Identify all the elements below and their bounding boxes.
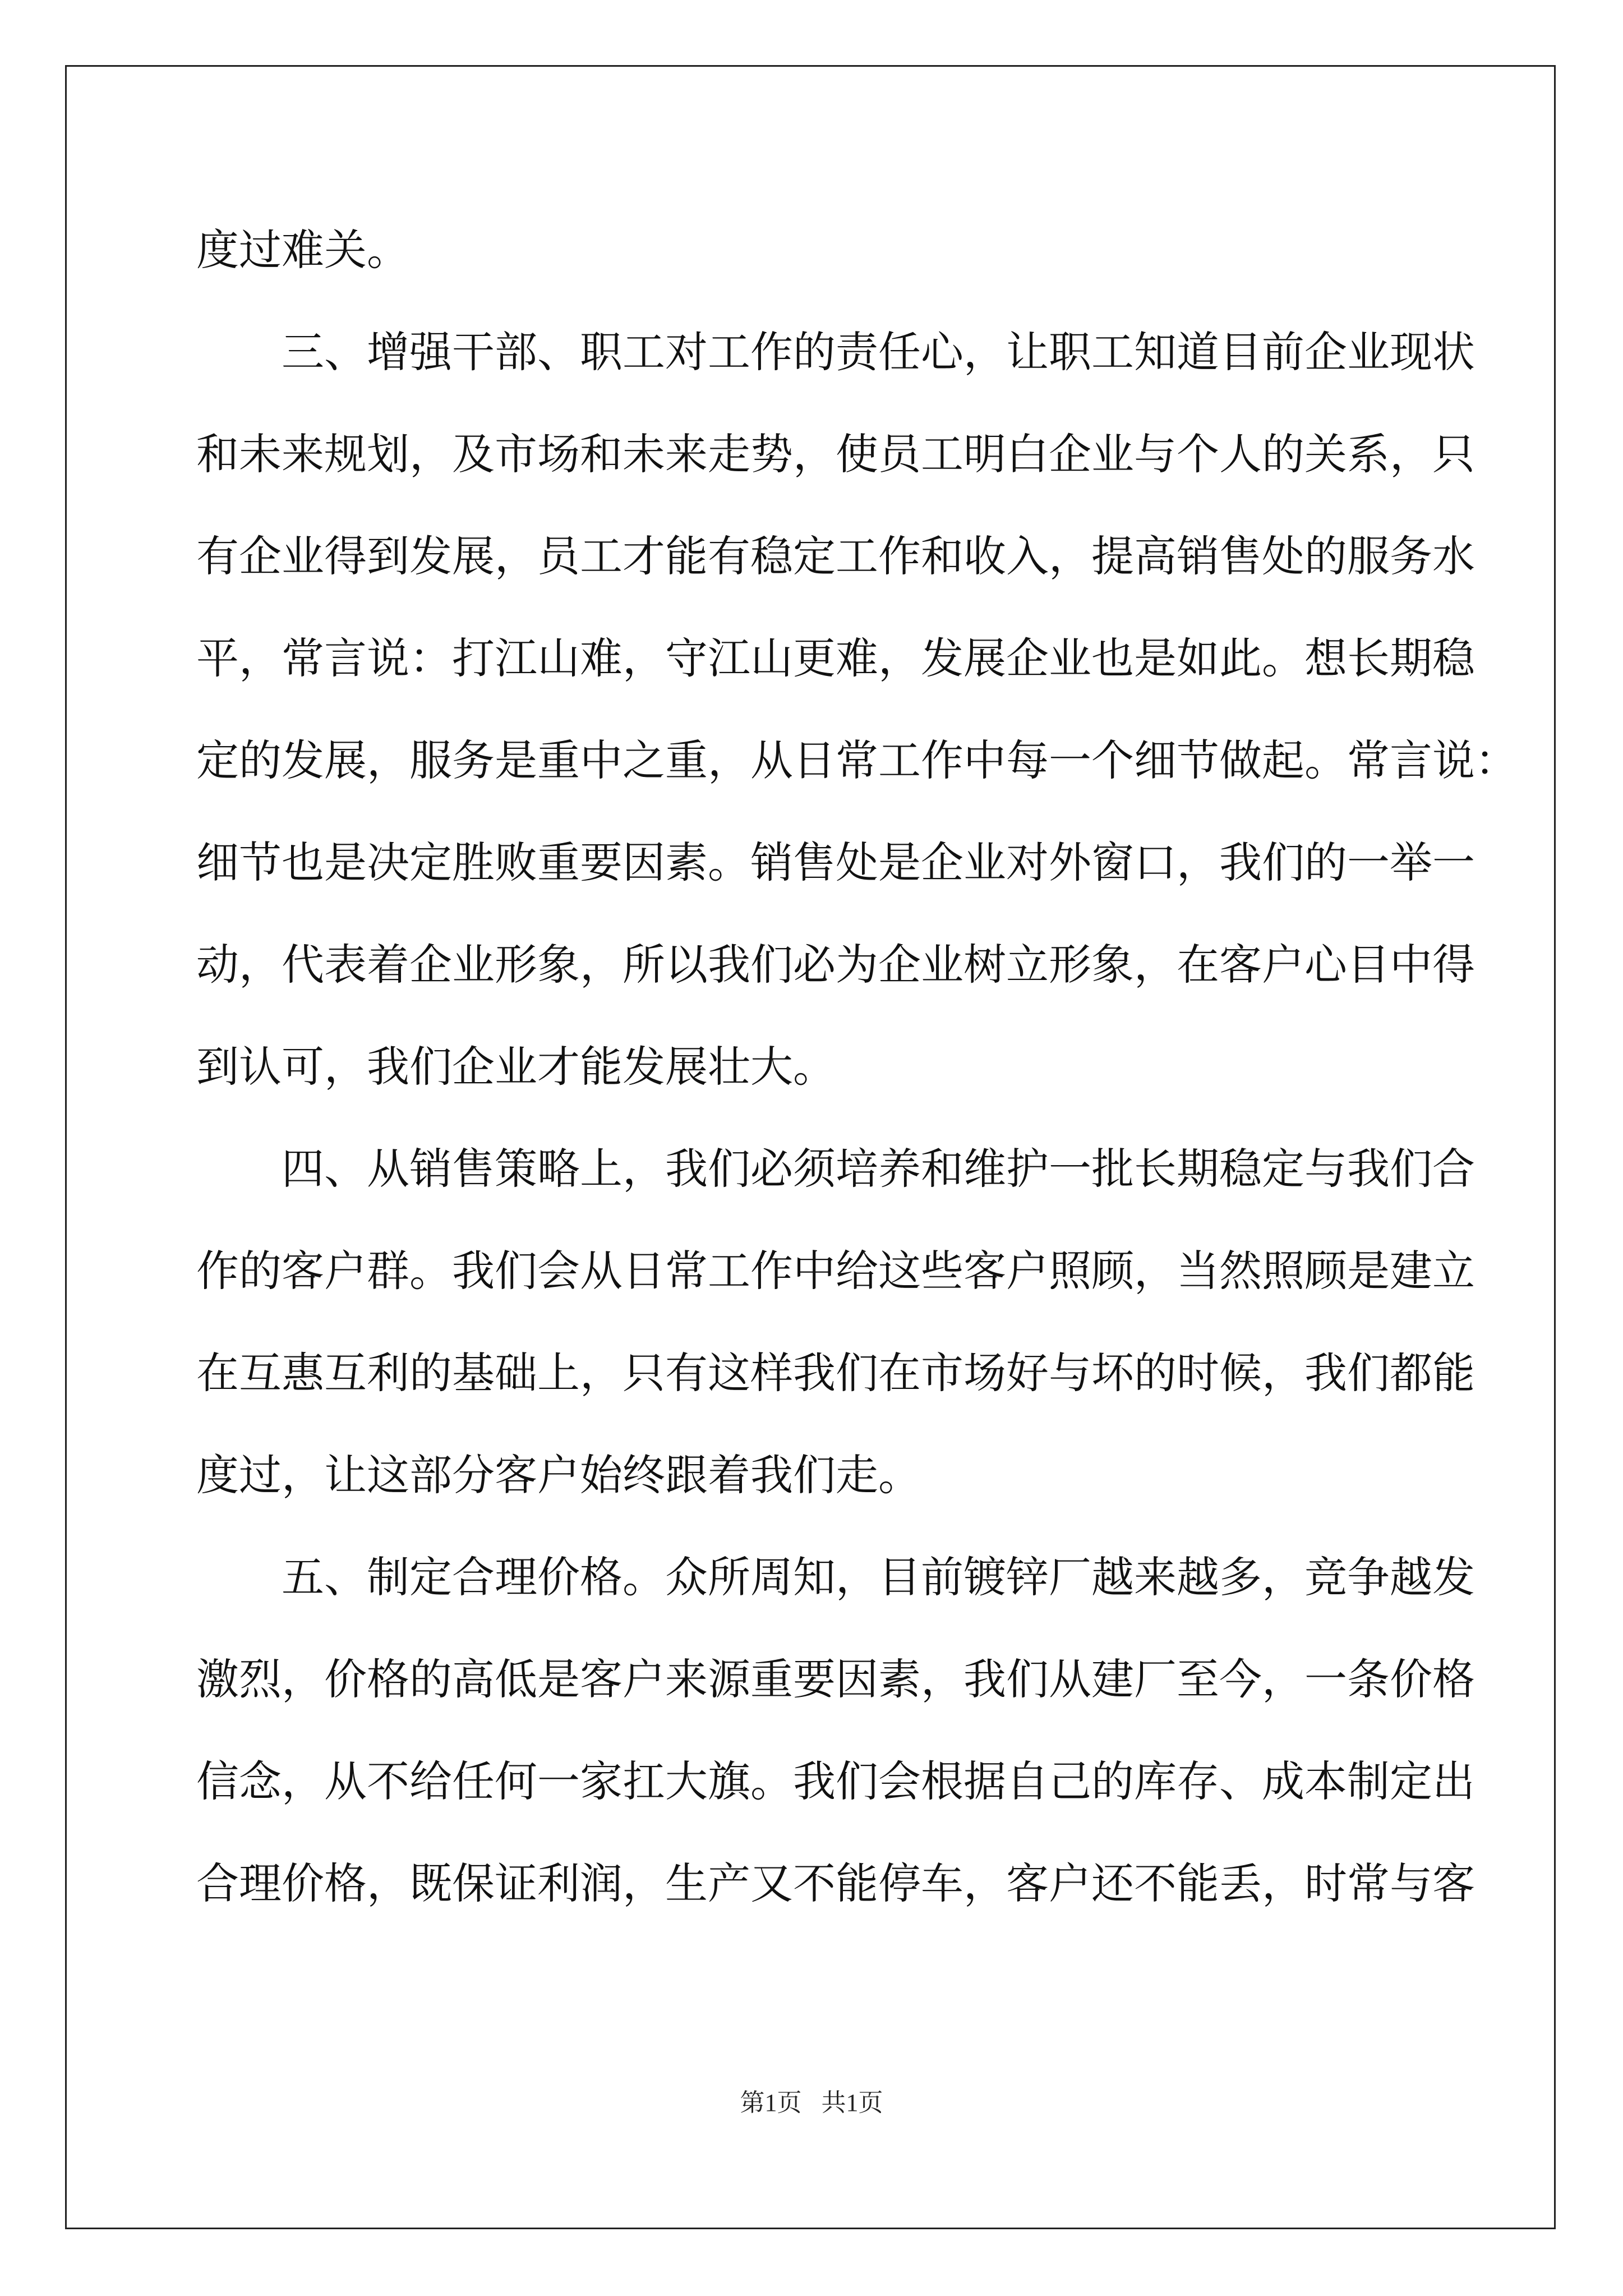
page-footer [0, 2082, 1623, 2118]
document-body [196, 199, 1518, 1935]
text-line: 作的客户群。我们会从日常工作中给这些客户照顾，当然照顾是建立 [196, 1246, 1475, 1296]
page-number: 第1页 [740, 2089, 802, 2116]
text-line: 和未来规划，及市场和未来走势，使员工明白企业与个人的关系，只 [196, 429, 1475, 479]
text-line: 在互惠互利的基础上，只有这样我们在市场好与坏的时候，我们都能 [196, 1348, 1475, 1398]
text-line: 度过，让这部分客户始终跟着我们走。 [196, 1450, 921, 1500]
text-line: 定的发展，服务是重中之重，从日常工作中每一个细节做起。常言说： [196, 735, 1518, 785]
text-line: 平，常言说：打江山难，守江山更难，发展企业也是如此。想长期稳 [196, 633, 1475, 683]
text-line: 有企业得到发展，员工才能有稳定工作和收入，提高销售处的服务水 [196, 531, 1475, 581]
text-line: 到认可，我们企业才能发展壮大。 [196, 1042, 836, 1092]
text-line: 信念，从不给任何一家扛大旗。我们会根据自己的库存、成本制定出 [196, 1756, 1475, 1806]
text-line: 激烈，价格的高低是客户来源重要因素，我们从建厂至今，一条价格 [196, 1654, 1475, 1704]
text-line: 度过难关。 [196, 225, 409, 275]
text-line: 合理价格，既保证利润，生产又不能停车，客户还不能丢，时常与客 [196, 1858, 1475, 1908]
text-line: 动，代表着企业形象，所以我们必为企业树立形象，在客户心目中得 [196, 940, 1475, 990]
text-line: 四、从销售策略上，我们必须培养和维护一批长期稳定与我们合 [196, 1144, 1475, 1194]
text-line: 三、增强干部、职工对工作的责任心，让职工知道目前企业现状 [196, 327, 1475, 377]
text-line: 五、制定合理价格。众所周知，目前镀锌厂越来越多，竞争越发 [196, 1552, 1475, 1602]
page-total: 共1页 [821, 2089, 883, 2116]
text-line: 细节也是决定胜败重要因素。销售处是企业对外窗口，我们的一举一 [196, 838, 1475, 887]
